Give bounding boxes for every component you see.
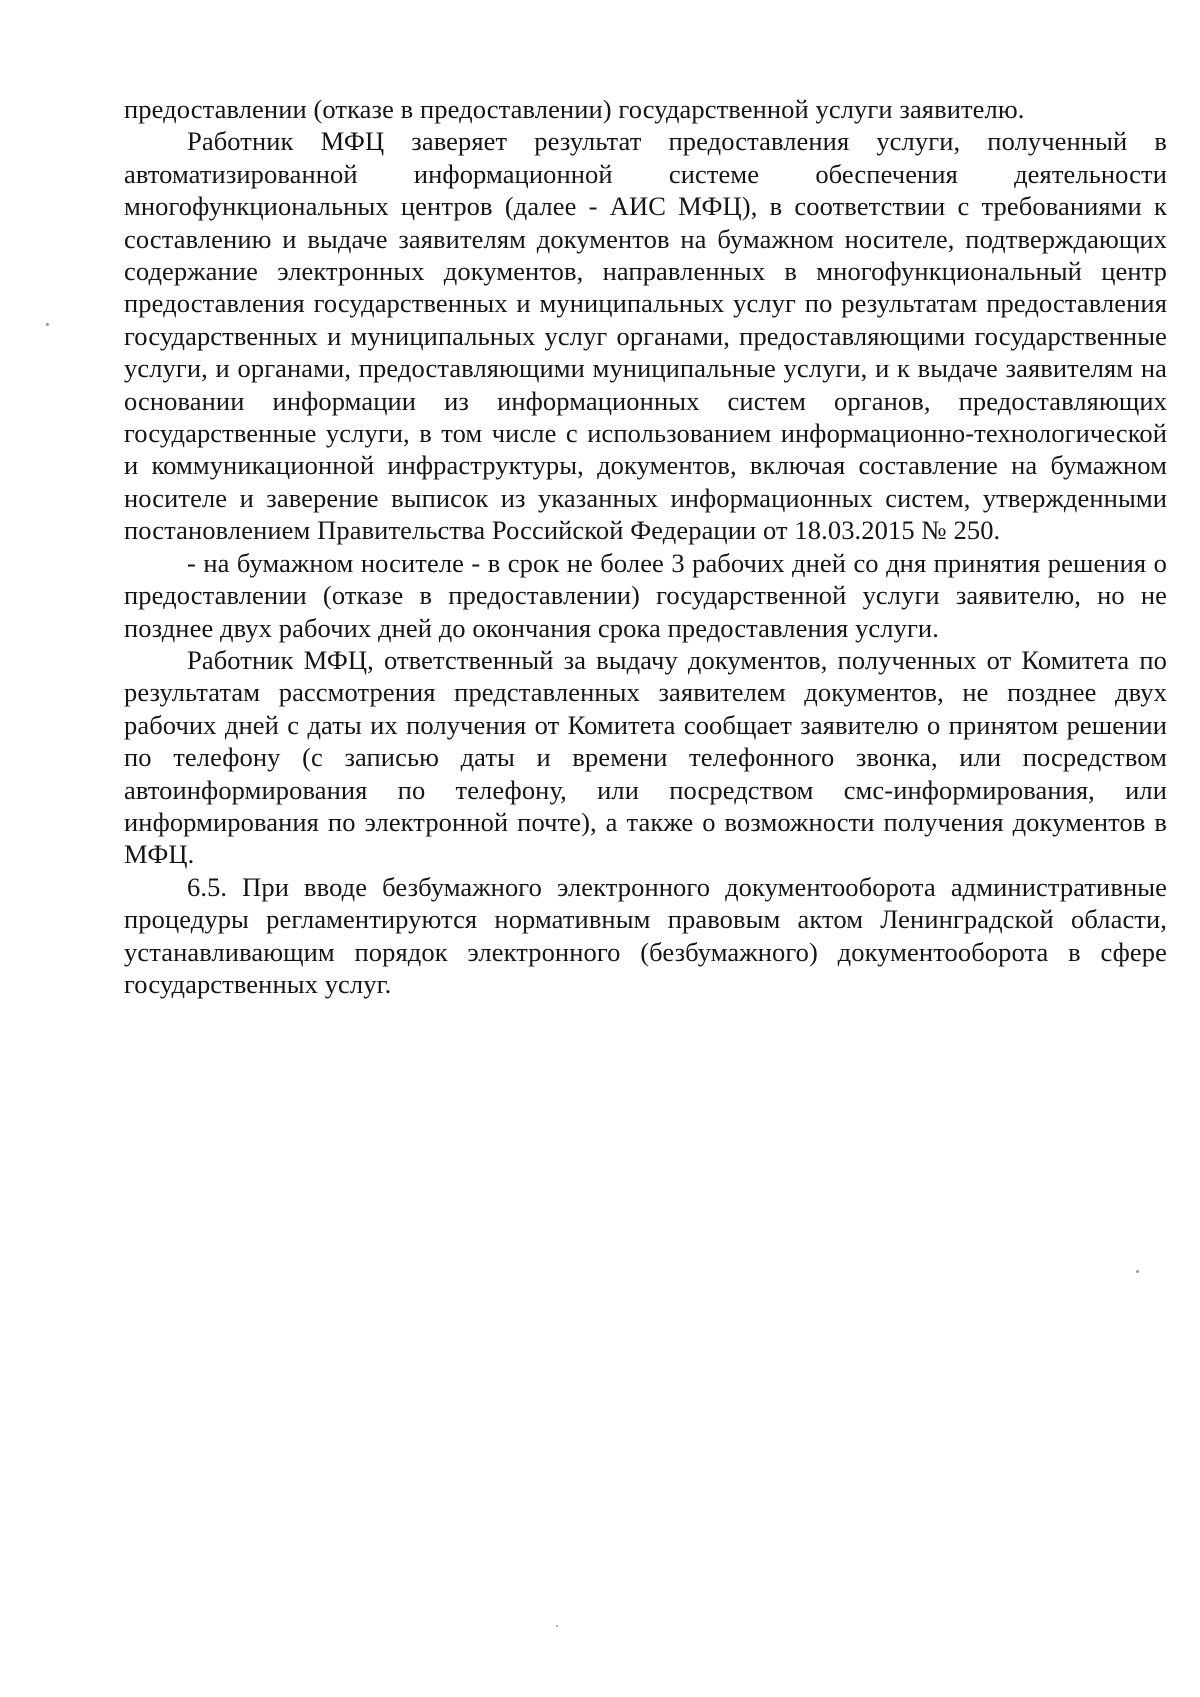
paragraph-mfc-certification: Работник МФЦ заверяет результат предоставления услуги, полученный в автоматизированной информационной системе обеспечения деятельности многофункциональных центров (далее - АИС МФЦ), в соответствии с требованиями к составлению и выдаче заявителям документов на бумажном носителе, подтверждающих содержание электронных документов, направленных в многофункциональный центр предоставления государственных и муниципальных услуг по результатам предоставления государственных и муниципальных услуг органами, предоставляющими государственные услуги, и органами, предоставляющими муниципальные услуги, и к выдаче заявителям на основании информации из информационных систем органов, предоставляющих государственные услуги, в том числе с использованием информационно-технологической и коммуникационной инфраструктуры, документов, включая составление на бумажном носителе и заверение выписок из указанных информационных систем, утвержденными постановлением Правительства Российской Федерации от 18.03.2015 № 250. — [124, 126, 1167, 546]
paragraph-mfc-notification: Работник МФЦ, ответственный за выдачу документов, полученных от Комитета по результатам рассмотрения представленных заявителем документов, не позднее двух рабочих дней с даты их получения от Комитета сообщает заявителю о принятом решении по телефону (с записью даты и времени телефонного звонка, или посредством автоинформирования по телефону, или посредством смс-информирования, или информирования по электронной почте), а также о возможности получения документов в МФЦ. — [124, 644, 1167, 870]
scan-speck — [1136, 1270, 1139, 1273]
document-body — [124, 93, 1167, 1000]
scan-speck — [46, 323, 49, 326]
scan-speck — [556, 1625, 558, 1627]
paragraph-paper-deadline: - на бумажном носителе - в срок не более 3 рабочих дней со дня принятия решения о предоставлении (отказе в предоставлении) государственной услуги заявителю, но не позднее двух рабочих дней до окончания срока предоставления услуги. — [124, 547, 1167, 643]
paragraph-6-5-paperless: 6.5. При вводе безбумажного электронного документооборота административные процедуры регламентируются нормативным правовым актом Ленинградской области, устанавливающим порядок электронного (безбумажного) документооборота в сфере государственных услуг. — [124, 871, 1167, 999]
paragraph-continuation: предоставлении (отказе в предоставлении) государственной услуги заявителю. — [124, 94, 1025, 124]
